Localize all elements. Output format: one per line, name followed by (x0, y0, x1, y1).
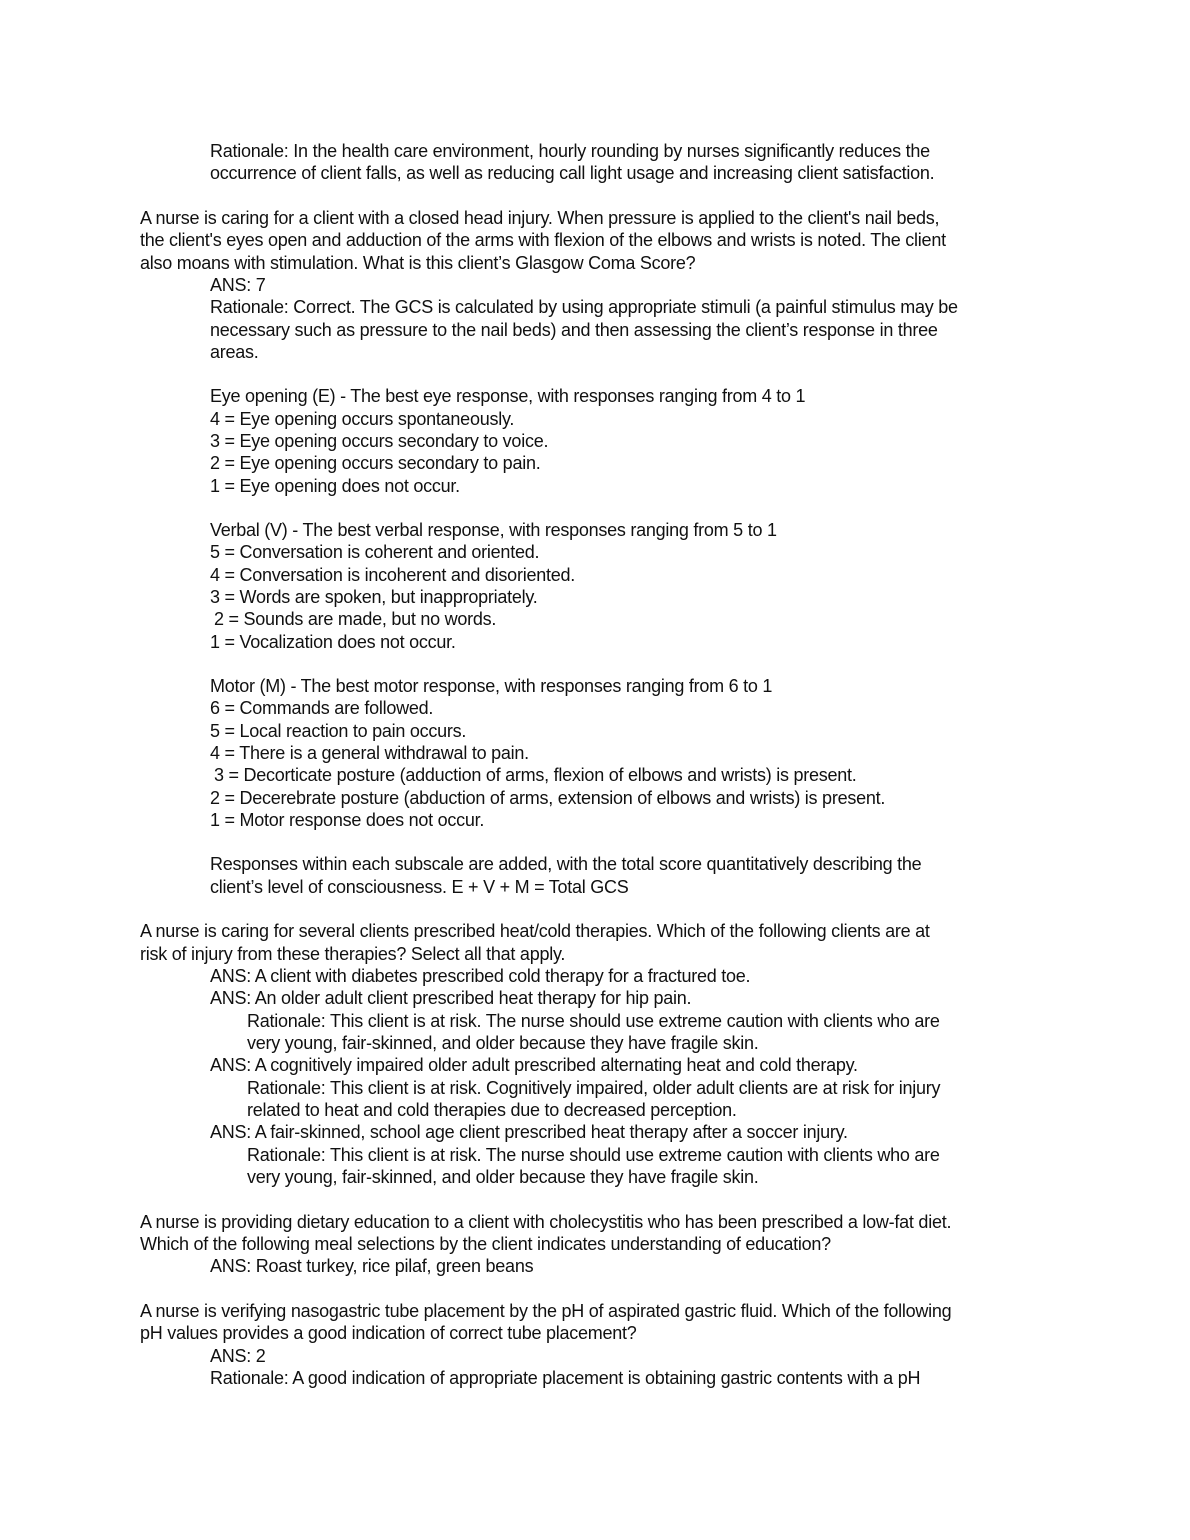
question-1-text: A nurse is caring for a client with a closed head injury. When pressure is applied to the client's nail beds, (140, 208, 940, 228)
eye-item: 3 = Eye opening occurs secondary to voice. (210, 431, 549, 451)
question-2-rationale: Rationale: This client is at risk. The nurse should use extreme caution with clients who are (247, 1145, 940, 1165)
verbal-item: 3 = Words are spoken, but inappropriately. (210, 587, 538, 607)
question-2-answer: ANS: An older adult client prescribed heat therapy for hip pain. (210, 988, 692, 1008)
motor-item: 2 = Decerebrate posture (abduction of arms, extension of elbows and wrists) is present. (210, 788, 886, 808)
verbal-heading: Verbal (V) - The best verbal response, with responses ranging from 5 to 1 (210, 520, 777, 540)
eye-item: 4 = Eye opening occurs spontaneously. (210, 409, 515, 429)
question-2-text: A nurse is caring for several clients prescribed heat/cold therapies. Which of the following clients are at (140, 921, 930, 941)
question-2-text: risk of injury from these therapies? Select all that apply. (140, 944, 566, 964)
question-4-text: A nurse is verifying nasogastric tube placement by the pH of aspirated gastric fluid. Which of the following (140, 1301, 952, 1321)
question-2-answer: ANS: A fair-skinned, school age client prescribed heat therapy after a soccer injury. (210, 1122, 848, 1142)
question-1-text: the client's eyes open and adduction of the arms with flexion of the elbows and wrists is noted. The client (140, 230, 946, 250)
question-3-answer: ANS: Roast turkey, rice pilaf, green beans (210, 1256, 534, 1276)
question-4-text: pH values provides a good indication of correct tube placement? (140, 1323, 637, 1343)
eye-item: 1 = Eye opening does not occur. (210, 476, 460, 496)
question-3-text: A nurse is providing dietary education to a client with cholecystitis who has been prescribed a low-fat diet. (140, 1212, 952, 1232)
question-4-answer: ANS: 2 (210, 1346, 266, 1366)
motor-item: 1 = Motor response does not occur. (210, 810, 485, 830)
question-2-rationale: very young, fair-skinned, and older because they have fragile skin. (247, 1167, 759, 1187)
intro-rationale-line: occurrence of client falls, as well as reducing call light usage and increasing client satisfaction. (210, 163, 935, 183)
question-2-answer: ANS: A client with diabetes prescribed cold therapy for a fractured toe. (210, 966, 751, 986)
question-1-text: also moans with stimulation. What is this client’s Glasgow Coma Score? (140, 253, 696, 273)
verbal-item: 1 = Vocalization does not occur. (210, 632, 456, 652)
eye-heading: Eye opening (E) - The best eye response, with responses ranging from 4 to 1 (210, 386, 806, 406)
gcs-summary: client’s level of consciousness. E + V + M = Total GCS (210, 877, 629, 897)
verbal-item: 5 = Conversation is coherent and oriented. (210, 542, 540, 562)
motor-item: 6 = Commands are followed. (210, 698, 434, 718)
eye-item: 2 = Eye opening occurs secondary to pain. (210, 453, 541, 473)
question-1-answer: ANS: 7 (210, 275, 266, 295)
question-2-rationale: Rationale: This client is at risk. Cognitively impaired, older adult clients are at risk for injury (247, 1078, 941, 1098)
question-1-rationale: Rationale: Correct. The GCS is calculated by using appropriate stimuli (a painful stimulus may be (210, 297, 958, 317)
motor-item: 4 = There is a general withdrawal to pain. (210, 743, 529, 763)
motor-heading: Motor (M) - The best motor response, with responses ranging from 6 to 1 (210, 676, 773, 696)
question-2-answer: ANS: A cognitively impaired older adult prescribed alternating heat and cold therapy. (210, 1055, 858, 1075)
verbal-item: 4 = Conversation is incoherent and disoriented. (210, 565, 575, 585)
question-2-rationale: very young, fair-skinned, and older because they have fragile skin. (247, 1033, 759, 1053)
question-1-rationale: areas. (210, 342, 259, 362)
motor-item: 3 = Decorticate posture (adduction of arms, flexion of elbows and wrists) is present. (214, 765, 857, 785)
verbal-item: 2 = Sounds are made, but no words. (214, 609, 497, 629)
question-4-rationale: Rationale: A good indication of appropriate placement is obtaining gastric contents with a pH (210, 1368, 921, 1388)
gcs-summary: Responses within each subscale are added, with the total score quantitatively describing the (210, 854, 922, 874)
question-2-rationale: related to heat and cold therapies due to decreased perception. (247, 1100, 737, 1120)
question-1-rationale: necessary such as pressure to the nail beds) and then assessing the client’s response in three (210, 320, 938, 340)
motor-item: 5 = Local reaction to pain occurs. (210, 721, 467, 741)
question-2-rationale: Rationale: This client is at risk. The nurse should use extreme caution with clients who are (247, 1011, 940, 1031)
intro-rationale-line: Rationale: In the health care environment, hourly rounding by nurses significantly reduces the (210, 141, 930, 161)
question-3-text: Which of the following meal selections by the client indicates understanding of education? (140, 1234, 831, 1254)
